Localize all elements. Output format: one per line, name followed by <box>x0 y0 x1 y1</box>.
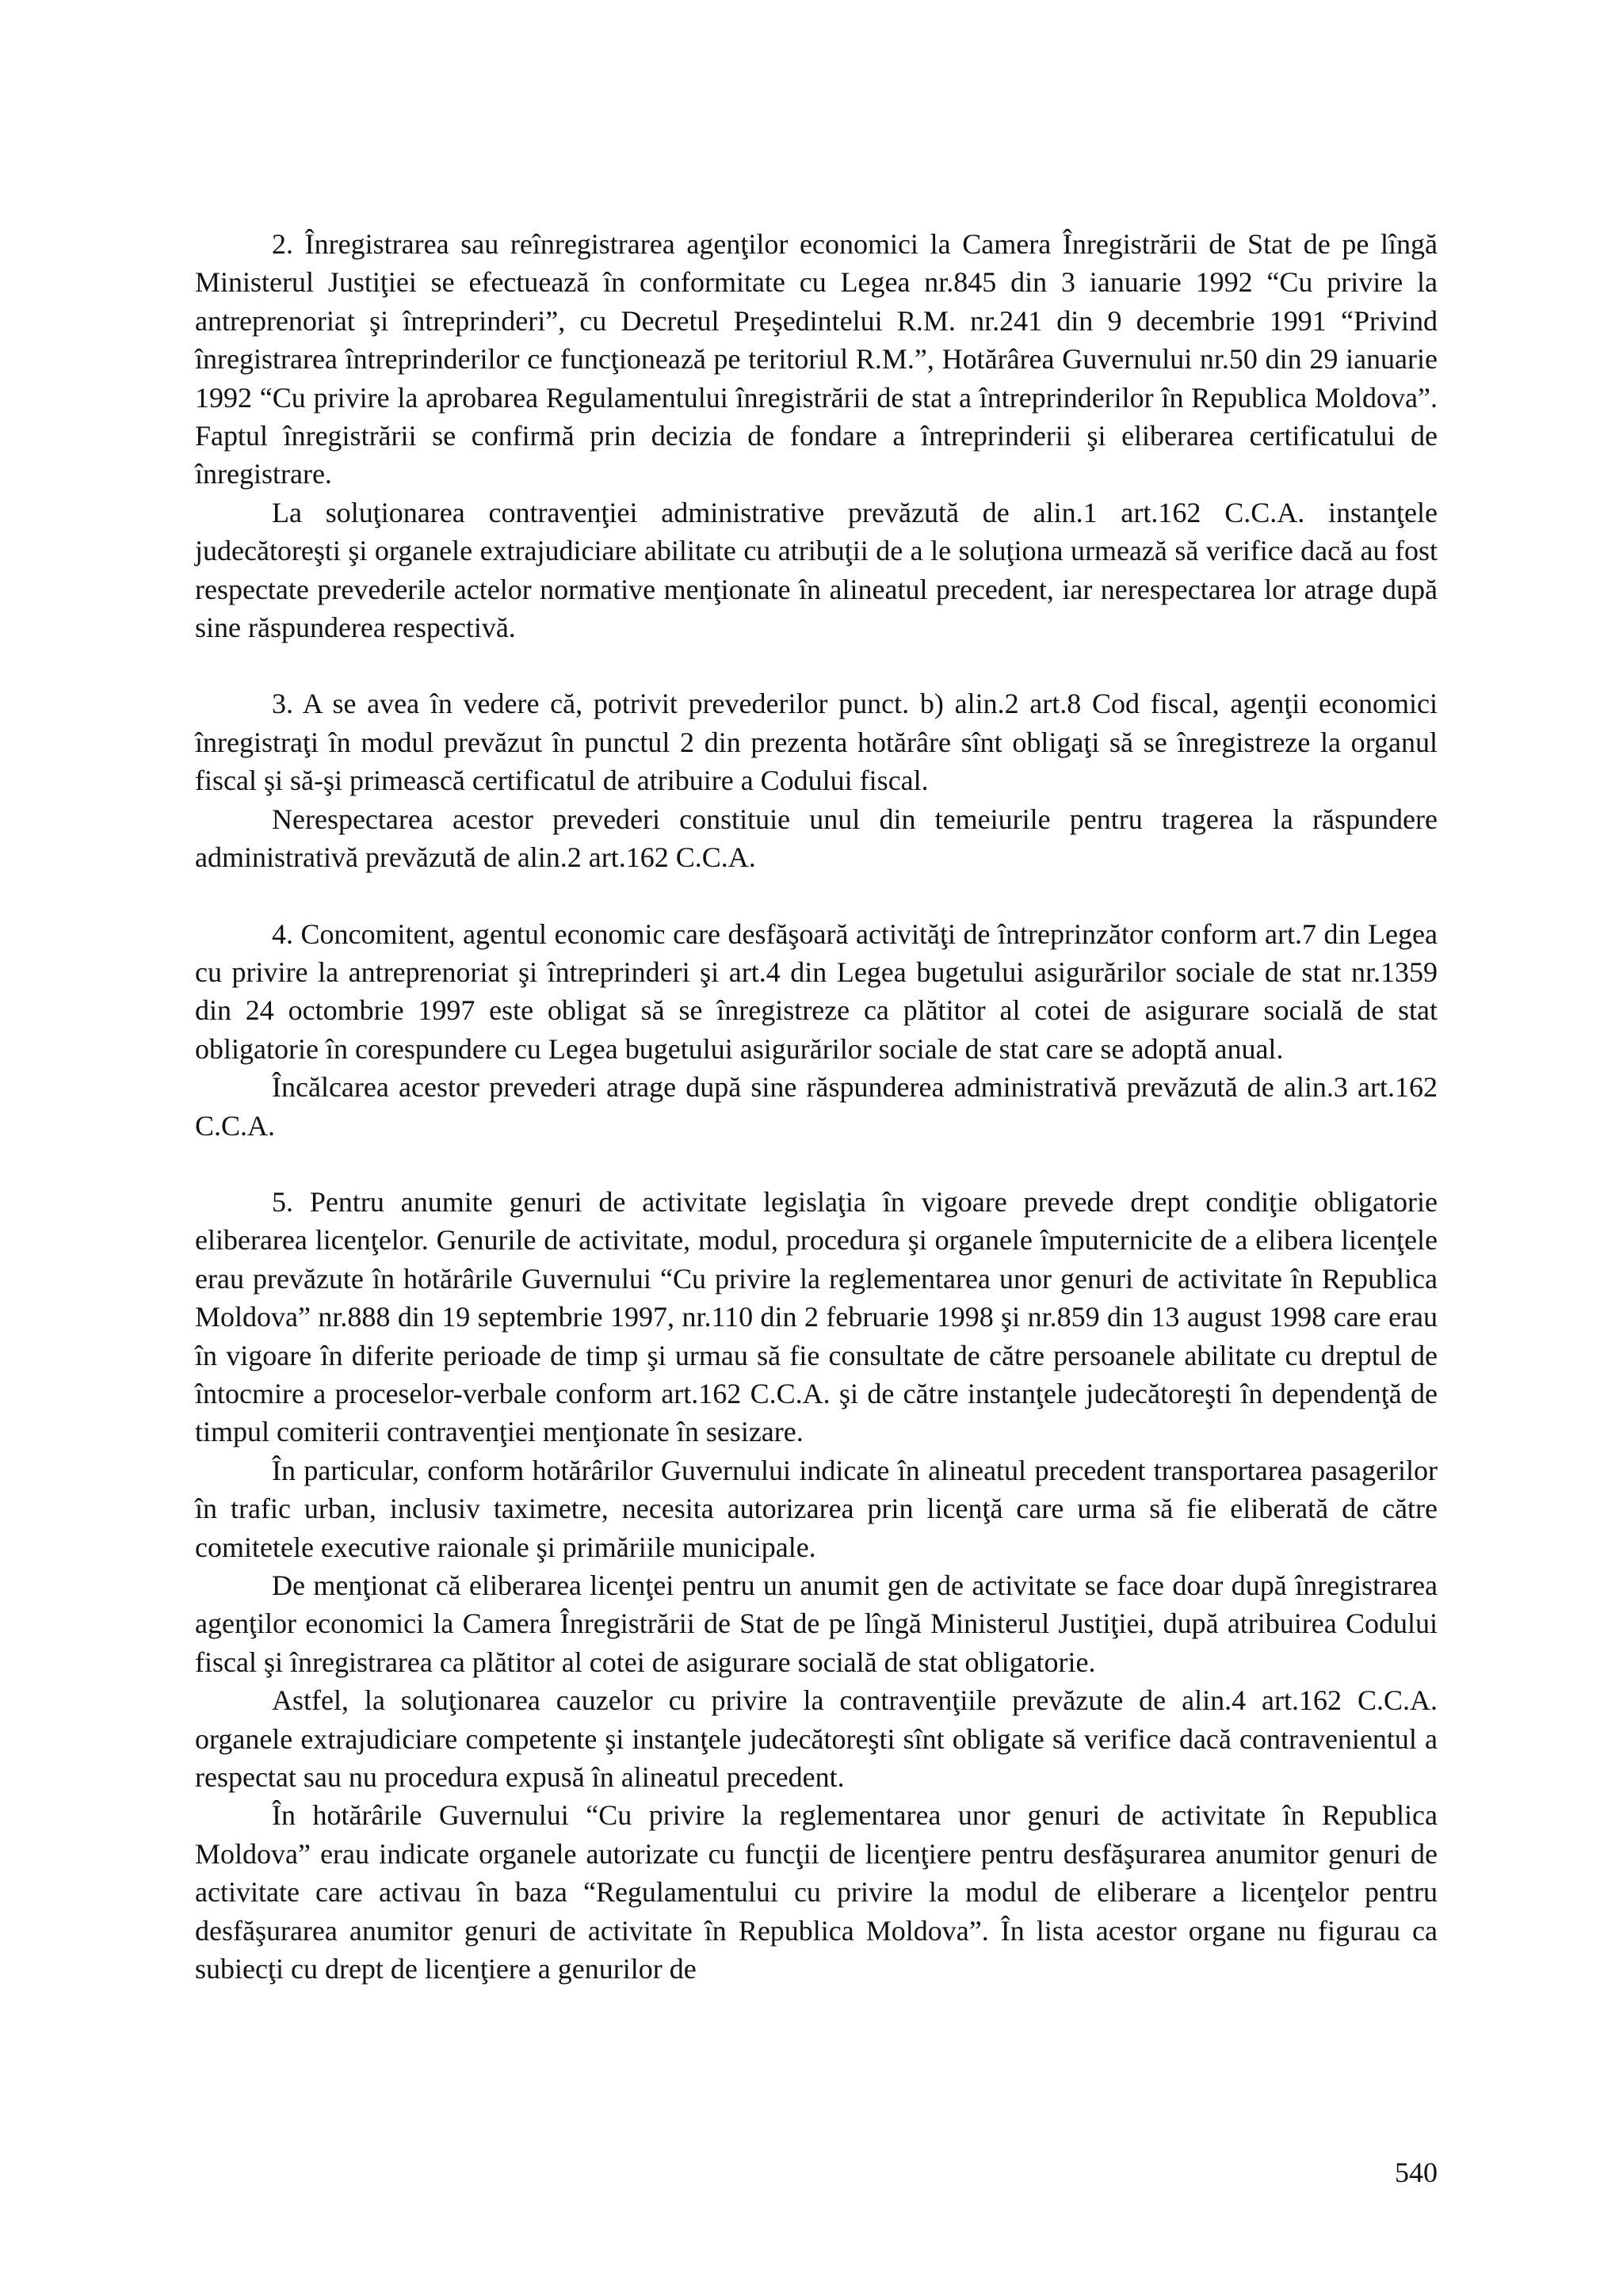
paragraph-5-verification: Astfel, la soluţionarea cauzelor cu privire la contravenţiile prevăzute de alin.4 art.162 C.C.A. organele extrajudiciare competente şi instanţele judecătoreşti sînt obligate să verifice dacă contravenientul a respectat sau nu procedura expusă în alineatul precedent. <box>195 1684 1438 1794</box>
document-body <box>195 225 1438 1988</box>
paragraph-5-urban-transport: În particular, conform hotărârilor Guvernului indicate în alineatul precedent transportarea pasagerilor în trafic urban, inclusiv taximetre, necesita autorizarea prin licenţă care urma să fie eliberată de către comitetele executive raionale şi primăriile municipale. <box>195 1454 1438 1563</box>
paragraph-3-fiscal-code: 3. A se avea în vedere că, potrivit prevederilor punct. b) alin.2 art.8 Cod fiscal, agenţii economici înregistraţi în modul prevăzut în punctul 2 din prezenta hotărâre sînt obligaţi să se înregistreze la organul fiscal şi să-şi primească certificatul de atribuire a Codului fiscal. <box>195 688 1438 797</box>
page-number: 540 <box>1395 2157 1438 2188</box>
paragraph-4-social-insurance: 4. Concomitent, agentul economic care desfăşoară activităţi de întreprinzător conform art.7 din Legea cu privire la antreprenoriat şi întreprinderi şi art.4 din Legea bugetului asigurărilor sociale de stat nr.1359 din 24 octombrie 1997 este obligat să se înregistreze ca plătitor al cotei de asigurare socială de stat obligatorie în corespundere cu Legea bugetului asigurărilor sociale de stat care se adoptă anual. <box>195 917 1438 1065</box>
paragraph-2-resolution: La soluţionarea contravenţiei administrative prevăzută de alin.1 art.162 C.C.A. instanţele judecătoreşti şi organele extrajudiciare abilitate cu atribuţii de a le soluţiona urmează să verifice dacă au fost respectate prevederile actelor normative menţionate în alineatul precedent, iar nerespectarea lor atrage după sine răspunderea respectivă. <box>195 496 1438 644</box>
paragraph-5-licensing-bodies: În hotărârile Guvernului “Cu privire la reglementarea unor genuri de activitate în Republica Moldova” erau indicate organele autorizate cu funcţii de licenţiere pentru desfăşurarea anumitor genuri de activitate care activau în baza “Regulamentului cu privire la modul de eliberare a licenţelor pentru desfăşurarea anumitor genuri de activitate în Republica Moldova”. În lista acestor organe nu figurau ca subiecţi cu drept de licenţiere a genurilor de <box>195 1799 1438 1985</box>
paragraph-2-registration: 2. Înregistrarea sau reînregistrarea agenţilor economici la Camera Înregistrării de Stat de pe lîngă Ministerul Justiţiei se efectuează în conformitate cu Legea nr.845 din 3 ianuarie 1992 “Cu privire la antreprenoriat şi întreprinderi”, cu Decretul Preşedintelui R.M. nr.241 din 9 decembrie 1991 “Privind înregistrarea întreprinderilor ce funcţionează pe teritoriul R.M.”, Hotărârea Guvernului nr.50 din 29 ianuarie 1992 “Cu privire la aprobarea Regulamentului înregistrării de stat a întreprinderilor în Republica Moldova”. Faptul înregistrării se confirmă prin decizia de fondare a întreprinderii şi eliberarea certificatului de înregistrare. <box>195 228 1438 490</box>
paragraph-3-noncompliance: Nerespectarea acestor prevederi constituie unul din temeiurile pentru tragerea la răspundere administrativă prevăzută de alin.2 art.162 C.C.A. <box>195 803 1438 874</box>
paragraph-5-licences: 5. Pentru anumite genuri de activitate legislaţia în vigoare prevede drept condiţie obligatorie eliberarea licenţelor. Genurile de activitate, modul, procedura şi organele împuternicite de a elibera licenţele erau prevăzute în hotărârile Guvernului “Cu privire la reglementarea unor genuri de activitate în Republica Moldova” nr.888 din 19 septembrie 1997, nr.110 din 2 februarie 1998 şi nr.859 din 13 august 1998 care erau în vigoare în diferite perioade de timp şi urmau să fie consultate de către persoanele abilitate cu dreptul de întocmire a proceselor-verbale conform art.162 C.C.A. şi de către instanţele judecătoreşti în dependenţă de timpul comiterii contravenţiei menţionate în sesizare. <box>195 1185 1438 1448</box>
paragraph-5-licence-issuance: De menţionat că eliberarea licenţei pentru un anumit gen de activitate se face doar după înregistrarea agenţilor economici la Camera Înregistrării de Stat de pe lîngă Ministerul Justiţiei, după atribuirea Codului fiscal şi înregistrarea ca plătitor al cotei de asigurare socială de stat obligatorie. <box>195 1569 1438 1678</box>
paragraph-4-violation: Încălcarea acestor prevederi atrage după sine răspunderea administrativă prevăzută de alin.3 art.162 C.C.A. <box>195 1071 1438 1142</box>
